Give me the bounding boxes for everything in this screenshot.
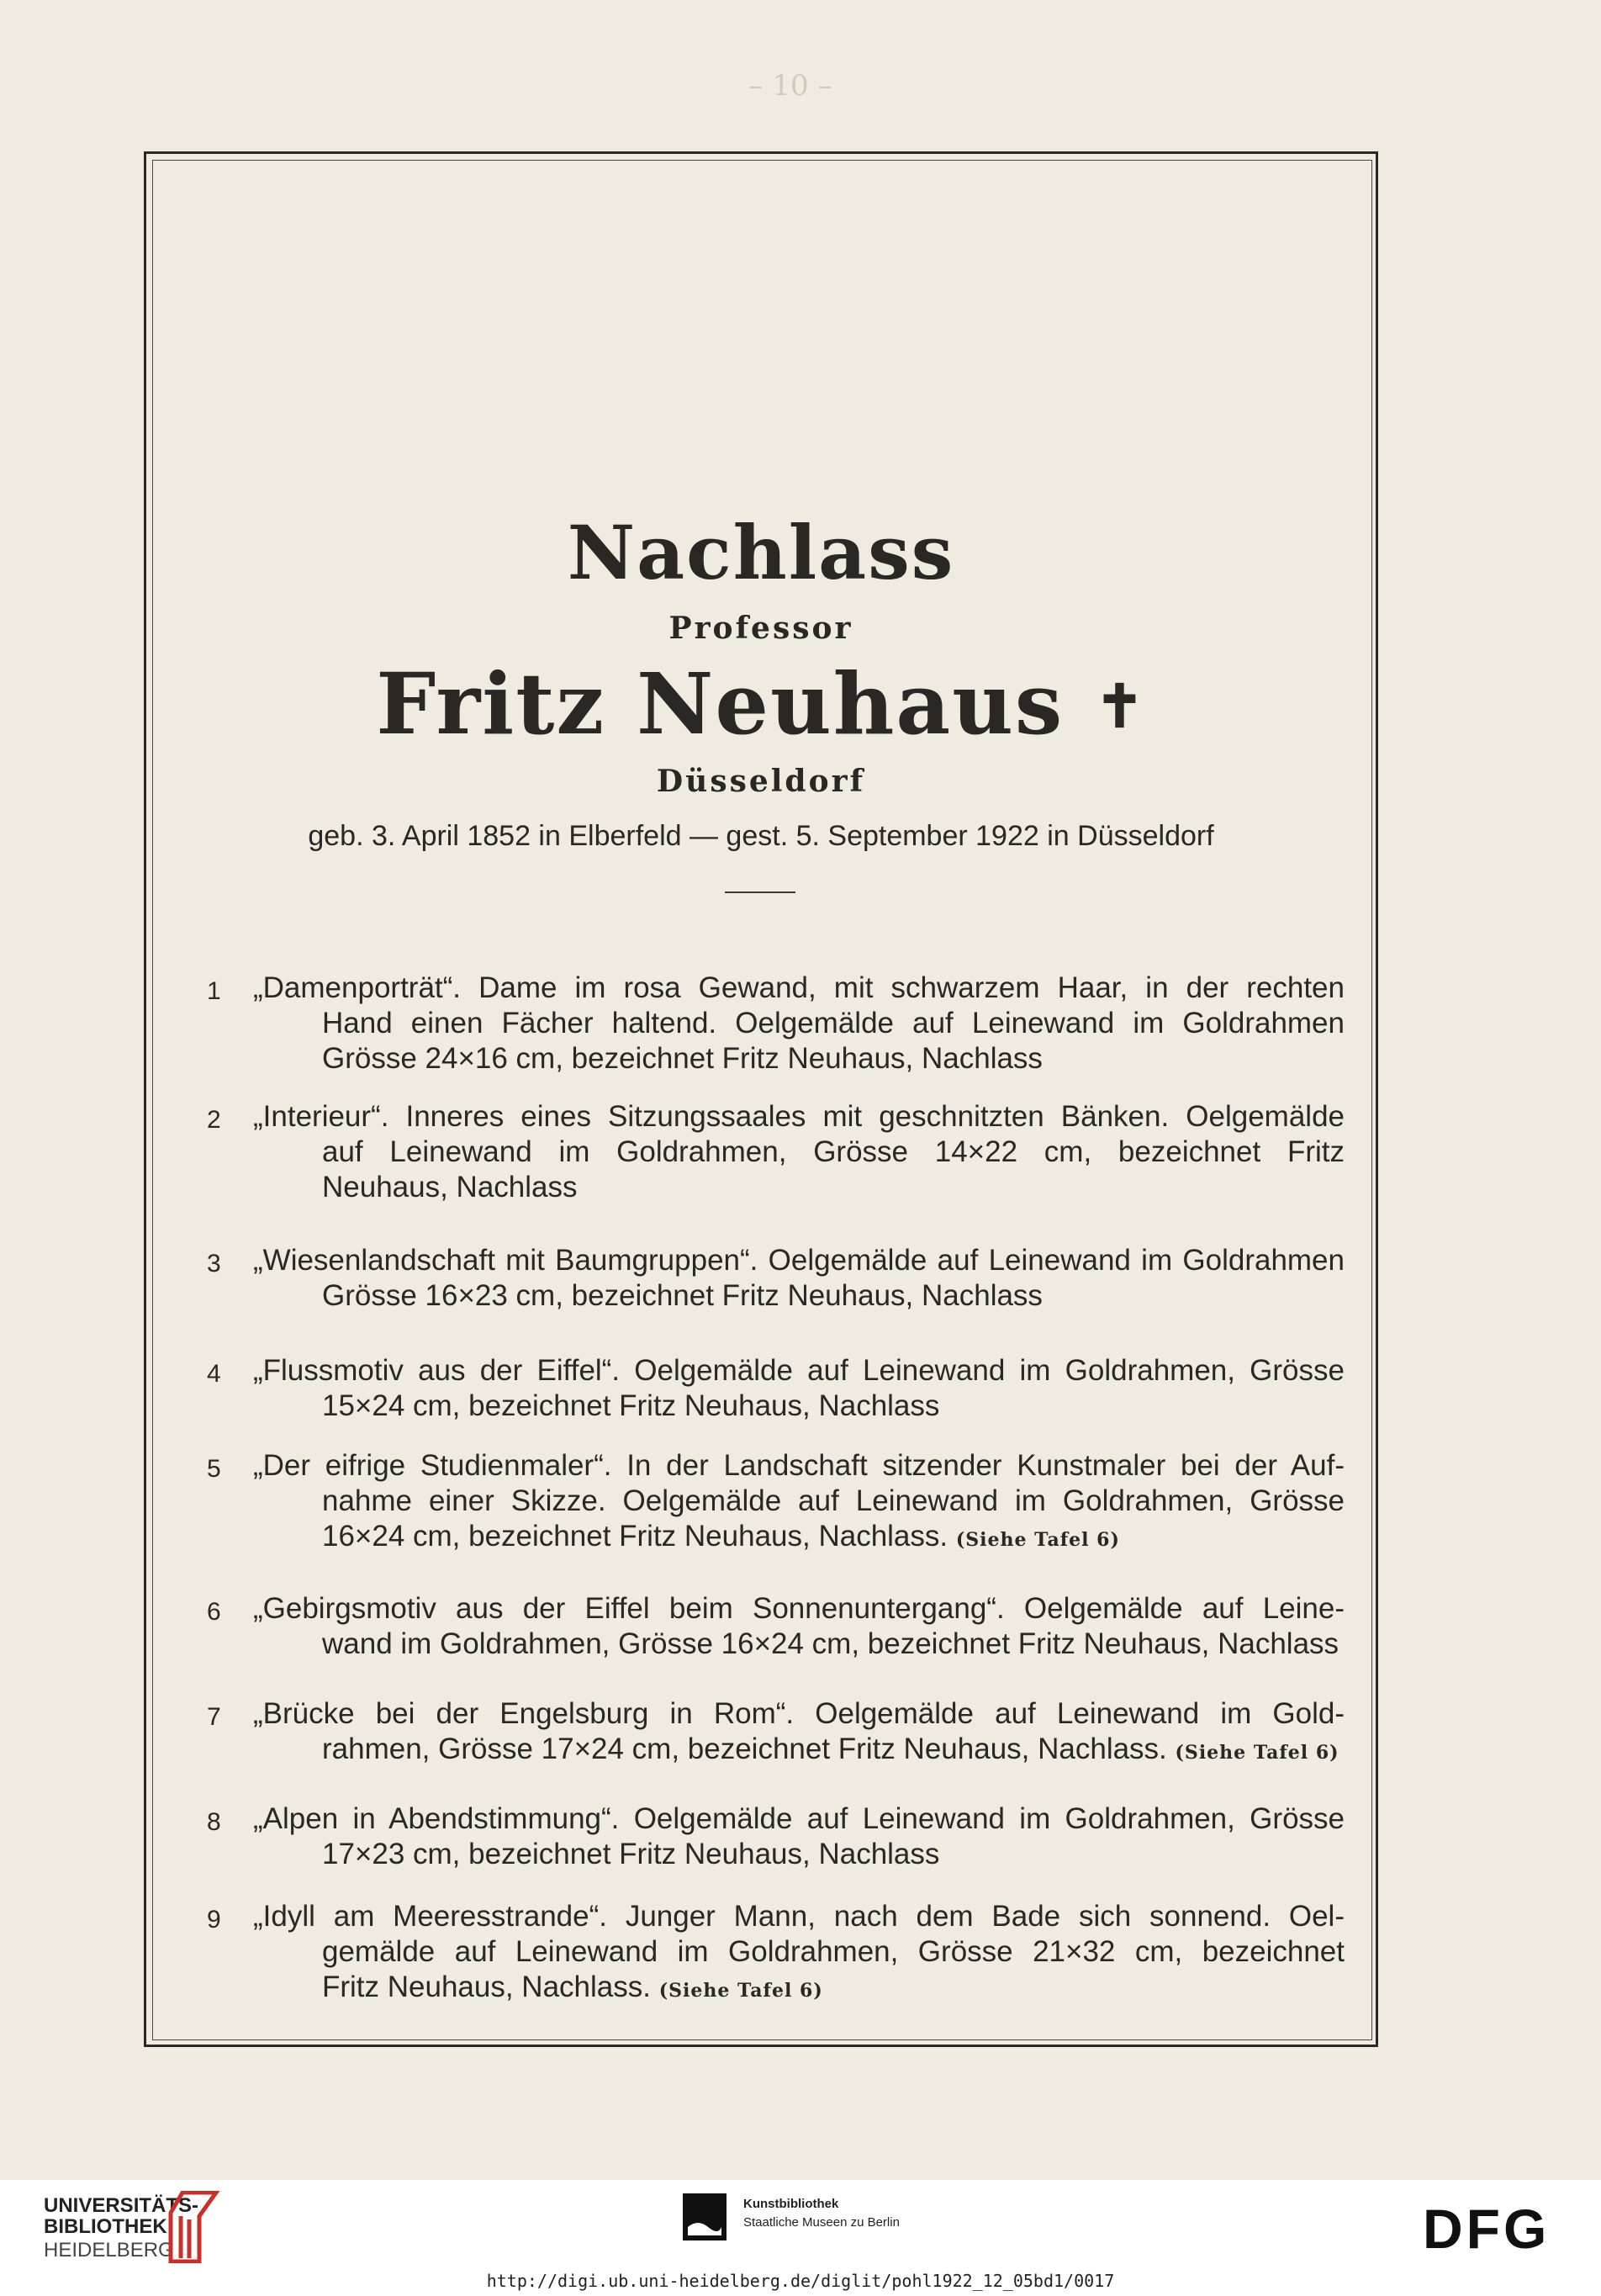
entry-line-text: „Gebirgsmotiv aus der Eiffel beim Sonnenuntergang“. Oelgemälde auf Leine- <box>253 1592 1345 1625</box>
entry-line-text: rahmen, Grösse 17×24 cm, bezeichnet Fritz Neuhaus, Nachlass. <box>322 1733 1167 1765</box>
entry-line <box>253 971 1345 1006</box>
ub-logo-icon <box>164 2191 223 2263</box>
entry-line-text: „Damenporträt“. Dame im rosa Gewand, mit schwarzem Haar, in der rechten <box>253 971 1345 1004</box>
source-url[interactable]: http://digi.ub.uni-heidelberg.de/diglit/pohl1922_12_05bd1/0017 <box>486 2271 1115 2291</box>
entry-line <box>322 1041 1345 1077</box>
kunstbibliothek-name: Kunstbibliothek <box>743 2197 839 2211</box>
entry-line <box>253 1696 1345 1732</box>
entry-line-text: Hand einen Fächer haltend. Oelgemälde auf Leinewand im Goldrahmen <box>322 1007 1345 1040</box>
entry-line <box>253 1353 1345 1389</box>
cross-icon: ✝ <box>1095 671 1146 741</box>
entry-line-text: Grösse 16×23 cm, bezeichnet Fritz Neuhaus, Nachlass <box>322 1279 1043 1312</box>
catalog-title: Nachlass <box>567 509 955 596</box>
entry-line-text: „Brücke bei der Engelsburg in Rom“. Oelgemälde auf Leinewand im Gold- <box>253 1697 1345 1730</box>
entry-line <box>322 1732 1345 1770</box>
entry-number: 8 <box>207 1808 221 1836</box>
entry-line <box>253 1899 1345 1934</box>
entry-line-text: „Interieur“. Inneres eines Sitzungssaales mit geschnitzten Bänken. Oelgemälde <box>253 1100 1345 1133</box>
artist-city: Düsseldorf <box>656 764 866 799</box>
entry-number: 4 <box>207 1360 221 1388</box>
entry-line <box>322 1170 1345 1205</box>
entry-line <box>322 1135 1345 1170</box>
entry-number: 9 <box>207 1906 221 1934</box>
entry-line <box>253 1099 1345 1135</box>
entry-line-text: nahme einer Skizze. Oelgemälde auf Leinewand im Goldrahmen, Grösse <box>322 1484 1345 1517</box>
entry-line-text: 17×23 cm, bezeichnet Fritz Neuhaus, Nachlass <box>322 1838 940 1870</box>
plate-reference: (Siehe Tafel 6) <box>1175 1742 1339 1764</box>
entry-line <box>253 1243 1345 1278</box>
artist-name <box>0 654 1522 754</box>
ub-line1: UNIVERSITÄTS- <box>44 2194 199 2217</box>
entry-line-text: Neuhaus, Nachlass <box>322 1171 578 1204</box>
entry-line <box>322 1627 1345 1662</box>
entry-line-text: Grösse 24×16 cm, bezeichnet Fritz Neuhaus, Nachlass <box>322 1042 1043 1075</box>
entry-line-text: „Alpen in Abendstimmung“. Oelgemälde auf Leinewand im Goldrahmen, Grösse <box>253 1802 1345 1835</box>
entry-line <box>253 1448 1345 1484</box>
divider <box>725 891 795 893</box>
entry-line-text: 15×24 cm, bezeichnet Fritz Neuhaus, Nachlass <box>322 1389 940 1422</box>
entry-line-text: „Idyll am Meeresstrande“. Junger Mann, nach dem Bade sich sonnend. Oel- <box>253 1900 1345 1933</box>
entry-line-text: „Flussmotiv aus der Eiffel“. Oelgemälde auf Leinewand im Goldrahmen, Grösse <box>253 1354 1345 1387</box>
entry-line <box>322 1006 1345 1041</box>
dfg-logo: DFG <box>1423 2198 1551 2260</box>
kunstbibliothek-sub: Staatliche Museen zu Berlin <box>743 2215 900 2230</box>
entry-line-text: wand im Goldrahmen, Grösse 16×24 cm, bezeichnet Fritz Neuhaus, Nachlass <box>322 1627 1339 1660</box>
entry-number: 6 <box>207 1598 221 1626</box>
entry-number: 7 <box>207 1703 221 1731</box>
kunstbibliothek-logo-icon <box>683 2193 727 2240</box>
entry-line-text: „Der eifrige Studienmaler“. In der Landschaft sitzender Kunstmaler bei der Auf- <box>253 1449 1345 1482</box>
plate-reference: (Siehe Tafel 6) <box>658 1980 823 2002</box>
entry-line <box>253 1801 1345 1837</box>
ub-line2: BIBLIOTHEK <box>44 2215 167 2238</box>
entry-line-text: 16×24 cm, bezeichnet Fritz Neuhaus, Nachlass. <box>322 1520 948 1553</box>
entry-line-text: gemälde auf Leinewand im Goldrahmen, Grösse 21×32 cm, bezeichnet <box>322 1935 1345 1968</box>
entry-number: 2 <box>207 1106 221 1134</box>
entry-line-text: auf Leinewand im Goldrahmen, Grösse 14×22 cm, bezeichnet Fritz <box>322 1135 1345 1168</box>
entry-line <box>322 1934 1345 1970</box>
entry-number: 5 <box>207 1455 221 1483</box>
entry-line <box>322 1389 1345 1424</box>
entry-line <box>322 1519 1345 1558</box>
entry-line <box>322 1837 1345 1872</box>
page-number: – 10 – <box>748 69 832 103</box>
entry-number: 1 <box>207 977 221 1005</box>
catalog-subtitle: Professor <box>668 611 853 646</box>
entry-line <box>322 1278 1345 1314</box>
entry-line <box>322 1484 1345 1519</box>
entry-line-text: Fritz Neuhaus, Nachlass. <box>322 1971 651 2003</box>
entry-line <box>322 1970 1345 2008</box>
artist-name-text: Fritz Neuhaus <box>376 654 1065 754</box>
ub-line3: HEIDELBERG <box>44 2239 174 2262</box>
entry-number: 3 <box>207 1250 221 1278</box>
plate-reference: (Siehe Tafel 6) <box>955 1529 1120 1551</box>
entry-line <box>253 1591 1345 1627</box>
entry-line-text: „Wiesenlandschaft mit Baumgruppen“. Oelgemälde auf Leinewand im Goldrahmen <box>253 1244 1345 1277</box>
artist-dates: geb. 3. April 1852 in Elberfeld — gest. 5. September 1922 in Düsseldorf <box>308 820 1214 852</box>
